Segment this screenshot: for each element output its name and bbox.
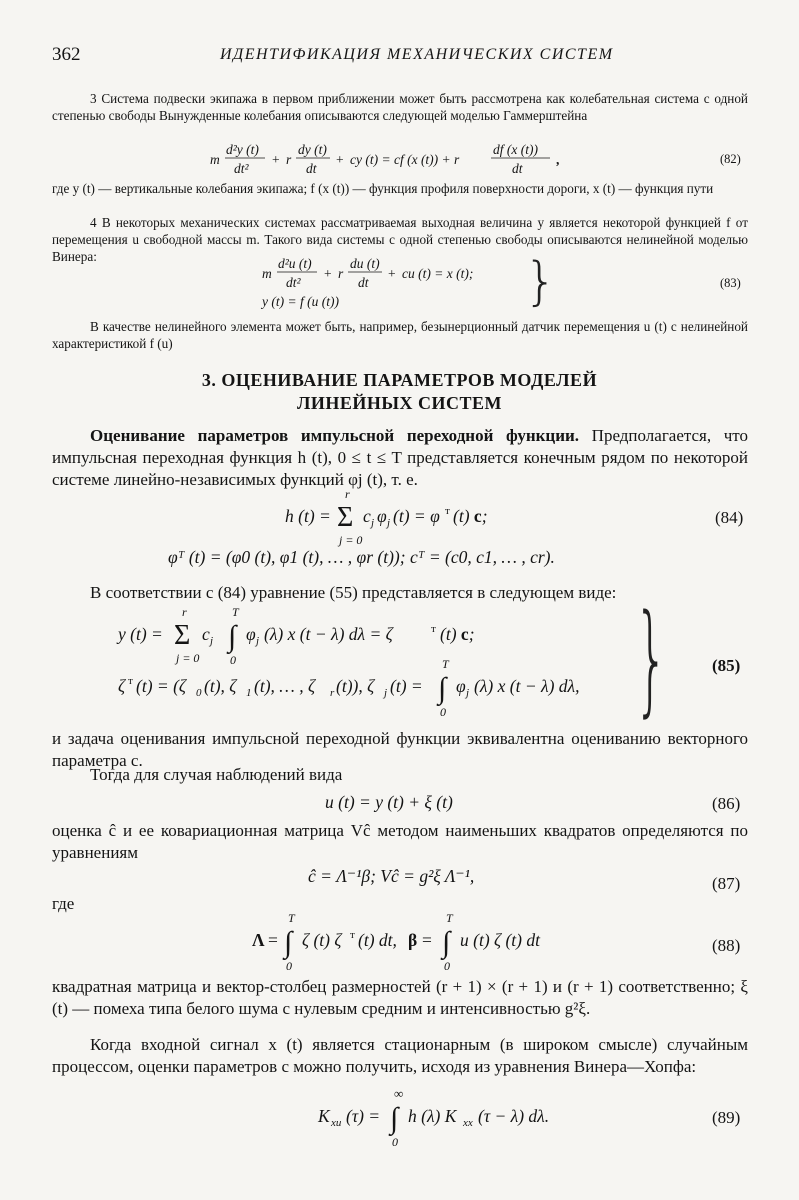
svg-text:Σ: Σ — [337, 502, 354, 533]
svg-text:d²y (t): d²y (t) — [226, 142, 259, 157]
svg-text:+: + — [388, 266, 396, 281]
svg-text:,: , — [556, 152, 560, 167]
svg-text:dt: dt — [512, 161, 523, 176]
item4-paragraph: 4 В некоторых механических системах рассматриваемая выходная величина y является некоторой функцией f от перемещения u свободной массы m. Такого вида системы с одной степенью свободы описываются нелинейной моделью Винера: — [52, 215, 748, 264]
svg-text:(t) c;: (t) c; — [453, 506, 488, 526]
svg-text:j: j — [387, 517, 391, 529]
equation-82-number: (82) — [720, 152, 741, 166]
equation-82 — [210, 141, 630, 185]
svg-text:ζ: ζ — [118, 676, 126, 696]
equation-88 — [252, 912, 572, 977]
svg-text:φ: φ — [246, 624, 256, 644]
svg-text:(τ) =: (τ) = — [346, 1106, 381, 1126]
svg-text:dt²: dt² — [286, 275, 301, 290]
svg-text:j: j — [371, 517, 375, 529]
svg-text:j: j — [256, 635, 260, 647]
svg-text:c: c — [202, 624, 210, 644]
equation-83 — [262, 252, 562, 321]
section-title-line2: ЛИНЕЙНЫХ СИСТЕМ — [296, 393, 503, 413]
svg-text:β: β — [408, 930, 418, 950]
svg-text:r: r — [330, 687, 335, 699]
svg-text:j: j — [210, 635, 214, 647]
svg-text:d²u (t): d²u (t) — [278, 256, 312, 271]
svg-text:dy (t): dy (t) — [298, 142, 327, 157]
svg-text:∫: ∫ — [228, 620, 237, 653]
svg-text:(t), ζ: (t), ζ — [204, 676, 237, 696]
page-number: 362 — [52, 44, 81, 65]
svg-text:(t), … , ζ: (t), … , ζ — [254, 676, 316, 696]
equation-83-brace: } — [524, 252, 558, 312]
para7: Когда входной сигнал x (t) является стационарным (в широком смысле) случайным процессом, оценки параметров c можно получить, исходя из уравнения Винера—Хопфа: — [52, 1035, 748, 1076]
where-label: где — [52, 894, 75, 913]
svg-text:j: j — [466, 687, 470, 699]
svg-text:1: 1 — [246, 687, 252, 699]
svg-text:xx: xx — [463, 1117, 473, 1129]
svg-text:cu (t) = x (t);: cu (t) = x (t); — [402, 266, 474, 281]
equation-85-number: (85) — [712, 656, 741, 675]
svg-text:T: T — [442, 657, 449, 671]
item3-where: где y (t) — вертикальные колебания экипажа; f (x (t)) — функция профиля поверхности дороги, x (t) — функция пути — [52, 181, 714, 196]
equation-85-brace: } — [634, 590, 669, 729]
equation-83-number: (83) — [720, 276, 741, 290]
equation-83-graphic — [262, 252, 562, 316]
item3-paragraph: 3 Система подвески экипажа в первом приближении может быть рассмотрена как колебательная система с одной степенью свободы Вынужденные колебания описываются следующей моделью Гаммерштейна — [52, 91, 748, 123]
svg-text:cy (t) = cf (x (t)) + r: cy (t) = cf (x (t)) + r — [350, 152, 460, 167]
equation-87-number: (87) — [712, 874, 741, 893]
svg-text:∫: ∫ — [390, 1102, 399, 1135]
svg-text:ζ (t) ζ: ζ (t) ζ — [302, 930, 342, 950]
svg-text:=: = — [268, 930, 278, 950]
svg-text:r: r — [286, 152, 292, 167]
svg-text:du (t): du (t) — [350, 256, 380, 271]
svg-text:(t)), ζ: (t)), ζ — [336, 676, 375, 696]
svg-text:y (t) = f (u (t)): y (t) = f (u (t)) — [262, 294, 339, 309]
svg-text:j = 0: j = 0 — [339, 533, 363, 547]
svg-text:∞: ∞ — [394, 1086, 404, 1101]
svg-text:φ: φ — [456, 676, 466, 696]
svg-text:m: m — [210, 152, 220, 167]
svg-text:(λ) x (t − λ) dλ,: (λ) x (t − λ) dλ, — [474, 676, 580, 696]
svg-text:∫: ∫ — [438, 672, 447, 705]
svg-text:+: + — [336, 152, 344, 167]
svg-text:j = 0: j = 0 — [176, 651, 200, 665]
svg-text:0: 0 — [286, 959, 292, 973]
svg-text:T: T — [232, 605, 239, 619]
svg-text:T: T — [446, 911, 453, 925]
svg-text:c: c — [363, 506, 371, 526]
svg-text:0: 0 — [230, 653, 236, 667]
svg-text:K: K — [318, 1106, 330, 1126]
para1-bold-lead: Оценивание параметров импульсной переходной функции. — [90, 426, 580, 445]
svg-text:+: + — [324, 266, 332, 281]
equation-89-number: (89) — [712, 1108, 741, 1127]
equation-86-number: (86) — [712, 794, 741, 813]
svg-text:dt: dt — [358, 275, 369, 290]
equation-84-graphic — [285, 487, 545, 552]
para1 — [52, 425, 748, 491]
svg-text:т: т — [350, 929, 355, 941]
svg-text:r: r — [345, 487, 350, 501]
svg-text:(τ − λ) dλ.: (τ − λ) dλ. — [478, 1106, 550, 1126]
svg-text:т: т — [431, 623, 436, 635]
section-title-line1: 3. ОЦЕНИВАНИЕ ПАРАМЕТРОВ МОДЕЛЕЙ — [201, 370, 598, 390]
para2: В соответствии с (84) уравнение (55) представляется в следующем виде: — [90, 583, 617, 602]
svg-text:df (x (t)): df (x (t)) — [493, 142, 538, 157]
para6: квадратная матрица и вектор-столбец размерностей (r + 1) × (r + 1) и (r + 1) соответственно; ξ (t) — помеха типа белого шума с нулевым средним и интенсивностью g²ξ. — [52, 977, 748, 1018]
equation-84-number: (84) — [715, 508, 744, 527]
equation-88-number: (88) — [712, 936, 741, 955]
svg-text:(λ) x (t − λ) dλ = ζ: (λ) x (t − λ) dλ = ζ — [264, 624, 393, 644]
svg-text:Σ: Σ — [174, 620, 191, 651]
svg-text:j: j — [384, 687, 388, 699]
svg-text:h (t) =: h (t) = — [285, 506, 331, 526]
svg-text:r: r — [182, 605, 187, 619]
equation-88-graphic — [252, 912, 572, 972]
item4-after: В качестве нелинейного элемента может быть, например, безынерционный датчик перемещения u (t) с нелинейной характеристикой f (u) — [52, 319, 748, 351]
equation-86: u (t) = y (t) + ξ (t) — [325, 792, 453, 812]
equation-89-graphic — [318, 1088, 558, 1148]
svg-text:dt²: dt² — [234, 161, 249, 176]
svg-text:=: = — [422, 930, 432, 950]
svg-text:0: 0 — [440, 705, 446, 719]
svg-text:Λ: Λ — [252, 930, 265, 950]
svg-text:y (t) =: y (t) = — [118, 624, 163, 644]
svg-text:(t) c;: (t) c; — [440, 624, 475, 644]
svg-text:(t) = φ: (t) = φ — [393, 506, 440, 526]
equation-85-graphic — [118, 605, 648, 719]
equation-87: ĉ = Λ⁻¹β; Vĉ = g²ξ Λ⁻¹, — [308, 866, 475, 886]
svg-text:xu: xu — [331, 1117, 342, 1129]
equation-85 — [118, 606, 648, 721]
equation-84-definition: φᵀ (t) = (φ0 (t), φ1 (t), … , φr (t)); cᵀ = (c0, c1, … , cr). — [168, 547, 555, 567]
svg-text:(t) = (ζ: (t) = (ζ — [136, 676, 186, 696]
svg-text:T: T — [288, 911, 295, 925]
svg-text:m: m — [262, 266, 272, 281]
svg-text:(t) dt,: (t) dt, — [358, 930, 397, 950]
para4: Тогда для случая наблюдений вида — [90, 765, 343, 784]
para1-text: Предполагается, что импульсная переходная функция h (t), 0 ≤ t ≤ T представляется конечным рядом по некоторой системе линейно-независимых функций φj (t), т. е. — [52, 426, 748, 489]
para3: и задача оценивания импульсной переходной функции эквивалентна оцениванию векторного параметра c. — [52, 729, 748, 770]
svg-text:т: т — [445, 505, 450, 517]
equation-82-graphic — [210, 141, 630, 181]
para5: оценка ĉ и ее ковариационная матрица Vĉ методом наименьших квадратов определяются по уравнениям — [52, 821, 748, 862]
equation-89 — [318, 1088, 558, 1153]
svg-text:∫: ∫ — [284, 926, 293, 959]
svg-text:+: + — [272, 152, 280, 167]
svg-text:h (λ) K: h (λ) K — [408, 1106, 457, 1126]
svg-text:0: 0 — [444, 959, 450, 973]
running-title: ИДЕНТИФИКАЦИЯ МЕХАНИЧЕСКИХ СИСТЕМ — [220, 46, 614, 63]
svg-text:u (t) ζ (t) dt: u (t) ζ (t) dt — [460, 930, 540, 950]
svg-text:(t) =: (t) = — [390, 676, 423, 696]
svg-text:r: r — [338, 266, 344, 281]
svg-text:0: 0 — [392, 1135, 398, 1149]
svg-text:φ: φ — [377, 506, 387, 526]
svg-text:dt: dt — [306, 161, 317, 176]
svg-text:т: т — [128, 675, 133, 687]
svg-text:∫: ∫ — [442, 926, 451, 959]
svg-text:0: 0 — [196, 687, 202, 699]
